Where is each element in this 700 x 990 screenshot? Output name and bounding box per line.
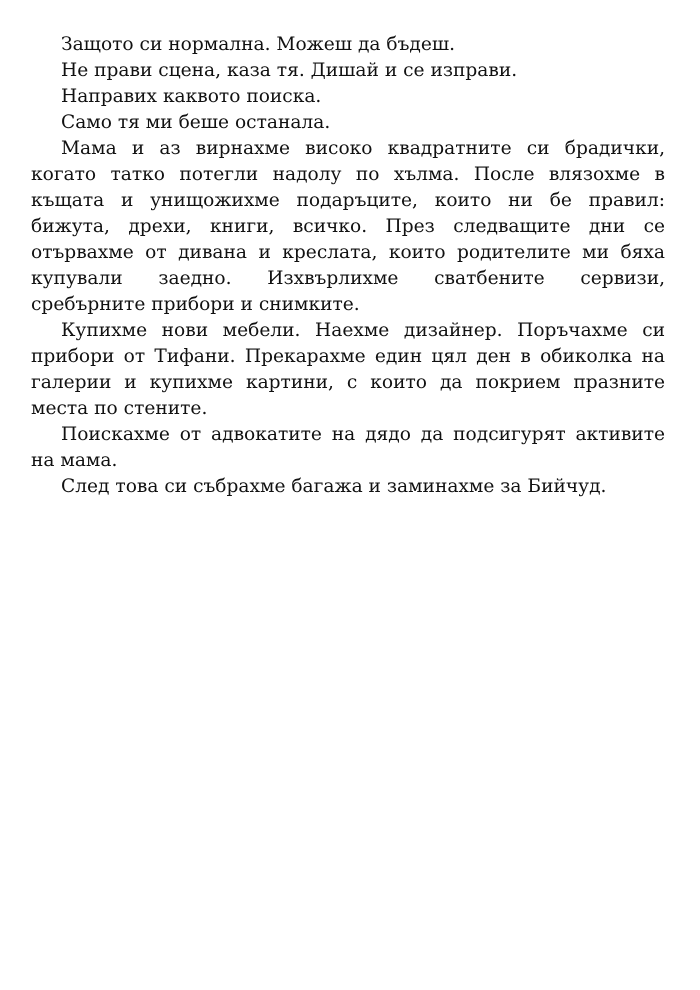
paragraph: Защото си нормална. Можеш да бъдеш.	[61, 34, 456, 55]
body-text	[31, 32, 665, 500]
paragraph: Само тя ми беше останала.	[61, 112, 331, 133]
paragraph: Купихме нови мебели. Наехме дизайнер. Поръчахме си прибори от Тифани. Прекарахме един цял ден в обиколка на галерии и купихме картини, с които да покрием празните места по стените.	[31, 320, 665, 419]
paragraph: След това си събрахме багажа и заминахме за Бийчуд.	[61, 476, 607, 497]
paragraph: Мама и аз вирнахме високо квадратните си брадички, когато татко потегли надолу по хълма. После влязохме в къщата и унищожихме подаръците, които ни бе правил: бижута, дрехи, книги, всичко. През следващите дни се отървахме от дивана и креслата, които родителите ми бяха купували заедно. Изхвърлихме сватбените сервизи, сребърните прибори и снимките.	[31, 138, 665, 315]
paragraph: Направих каквото поиска.	[61, 86, 322, 107]
paragraph: Поискахме от адвокатите на дядо да подсигурят активите на мама.	[31, 424, 665, 471]
paragraph: Не прави сцена, каза тя. Дишай и се изправи.	[61, 60, 518, 81]
